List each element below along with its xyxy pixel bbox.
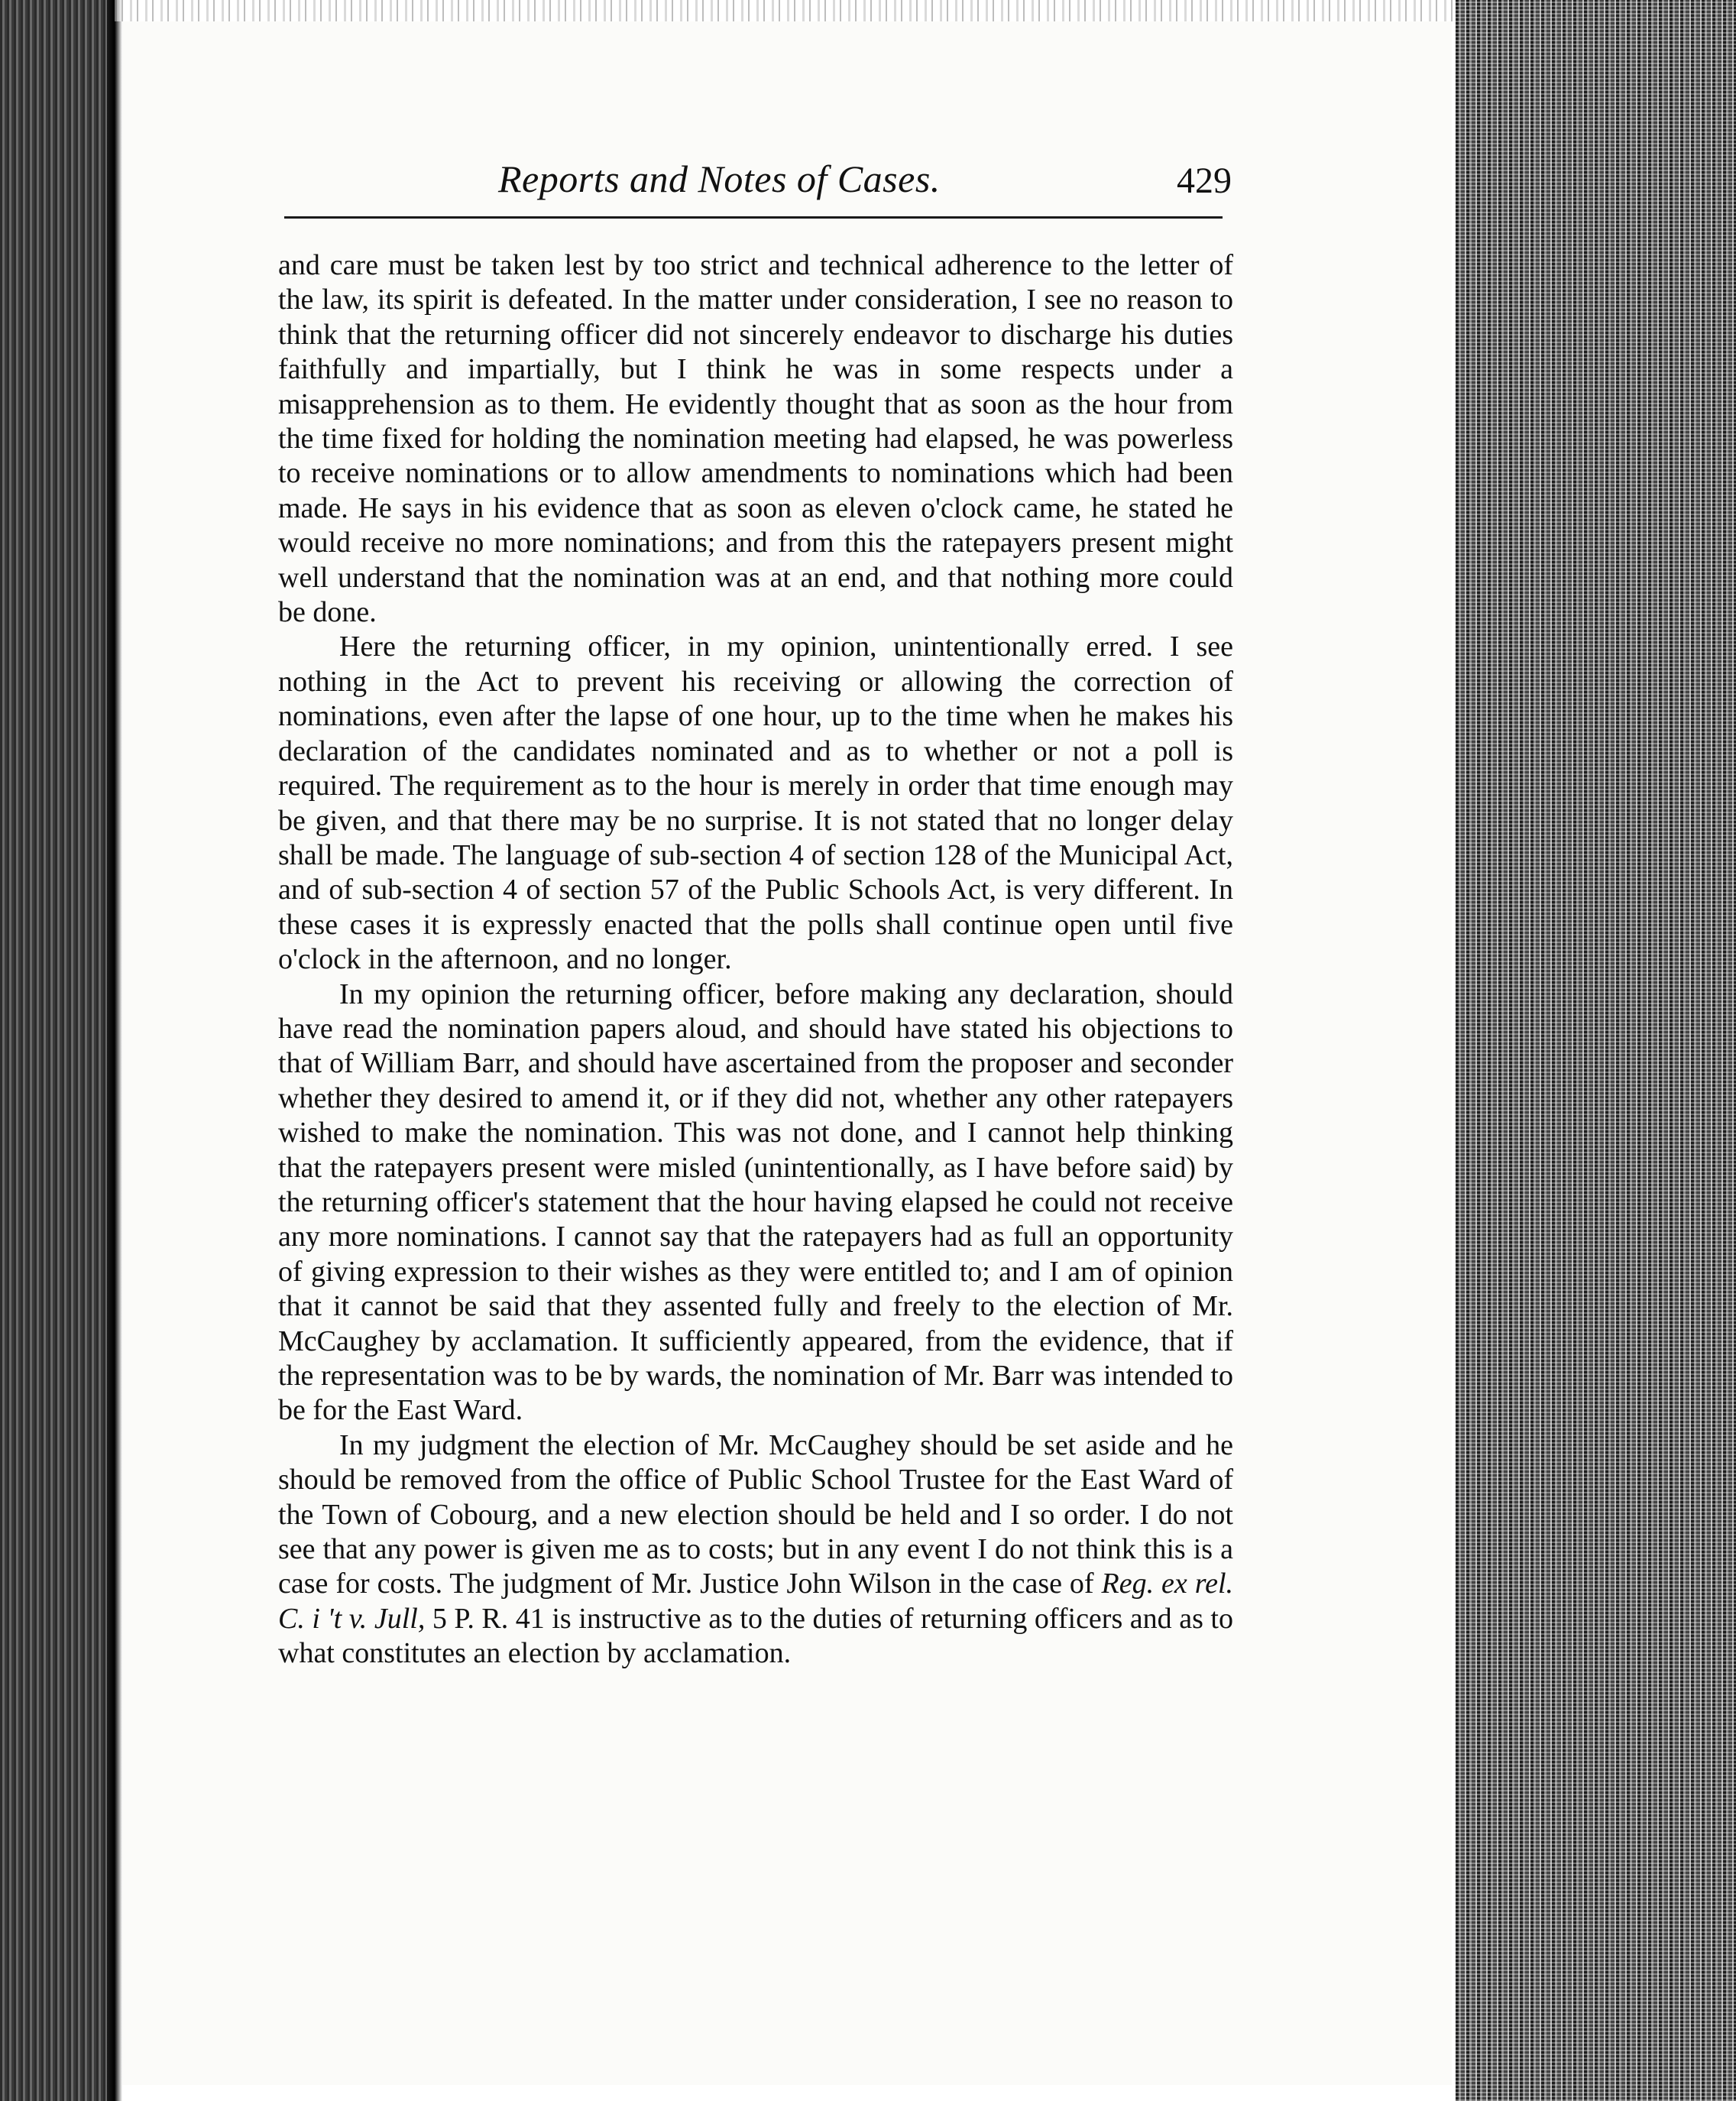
paragraph [278,1428,1233,1671]
scan-binding-edge [0,0,115,2101]
paragraph: Here the returning officer, in my opinion, unintentionally erred. I see nothing in the Act to prevent his receiving or allowing the correction of nominations, even after the lapse of one hour, up to the time when he makes his declaration of the candidates nominated and as to whether or not a poll is required. The requirement as to the hour is merely in order that time enough may be given, and that there may be no surprise. It is not stated that no longer delay shall be made. The language of sub-section 4 of section 128 of the Municipal Act, and of sub-section 4 of section 57 of the Public Schools Act, is very different. In these cases it is expressly enacted that the polls shall continue open until five o'clock in the afternoon, and no longer. [278,631,1233,976]
paragraph: and care must be taken lest by too strict and technical adherence to the letter of the law, its spirit is defeated. In the matter under consideration, I see no reason to think that the returning officer did not sincerely endeavor to discharge his duties faithfully and impartially, but I think he was in some respects under a misapprehension as to them. He evidently thought that as soon as the hour from the time fixed for holding the nomination meeting had elapsed, he was powerless to receive nominations or to allow amendments to nominations which had been made. He says in his evidence that as soon as eleven o'clock came, he stated he would receive no more nominations; and from this the ratepayers present might well understand that the nomination was at an end, and that nothing more could be done. [278,249,1233,629]
paragraph-text: 5 P. R. 41 is instructive as to the duties of returning officers and as to what constitutes an election by acclamation. [278,1602,1233,1670]
running-title: Reports and Notes of Cases. [498,157,941,200]
paragraph: In my opinion the returning officer, before making any declaration, should have read the nomination papers aloud, and should have stated his objections to that of William Barr, and should have ascertained from the proposer and seconder whether they desired to amend it, or if they did not, whether any other ratepayers wished to make the nomination. This was not done, and I cannot help thinking that the ratepayers present were misled (unintentionally, as I have before said) by the returning officer's statement that the hour having elapsed he could not receive any more nominations. I cannot say that the ratepayers had as full an opportunity of giving expression to their wishes as they were entitled to; and I am of opinion that it cannot be said that they assented fully and freely to the election of Mr. McCaughey by acclamation. It sufficiently appeared, from the evidence, that if the representation was to be by wards, the nomination of Mr. Barr was intended to be for the East Ward. [278,978,1233,1427]
case-citation: Reg. ex rel. C. i 't v. Jull, [278,1568,1233,1635]
page-header [284,157,1232,210]
paragraph-text: In my judgment the election of Mr. McCaughey should be set aside and he should be removed from the office of Public School Trustee for the East Ward of the Town of Cobourg, and a new election should be held and I so order. I do not see that any power is given me as to costs; but in any event I do not think this is a case for costs. The judgment of Mr. Justice John Wilson in the case of [278,1428,1233,1600]
body-text [278,248,1233,1671]
scan-fore-edge [1456,0,1736,2101]
header-rule [284,216,1223,219]
scan-top-edge [115,0,1459,21]
page-number: 429 [1177,160,1232,201]
